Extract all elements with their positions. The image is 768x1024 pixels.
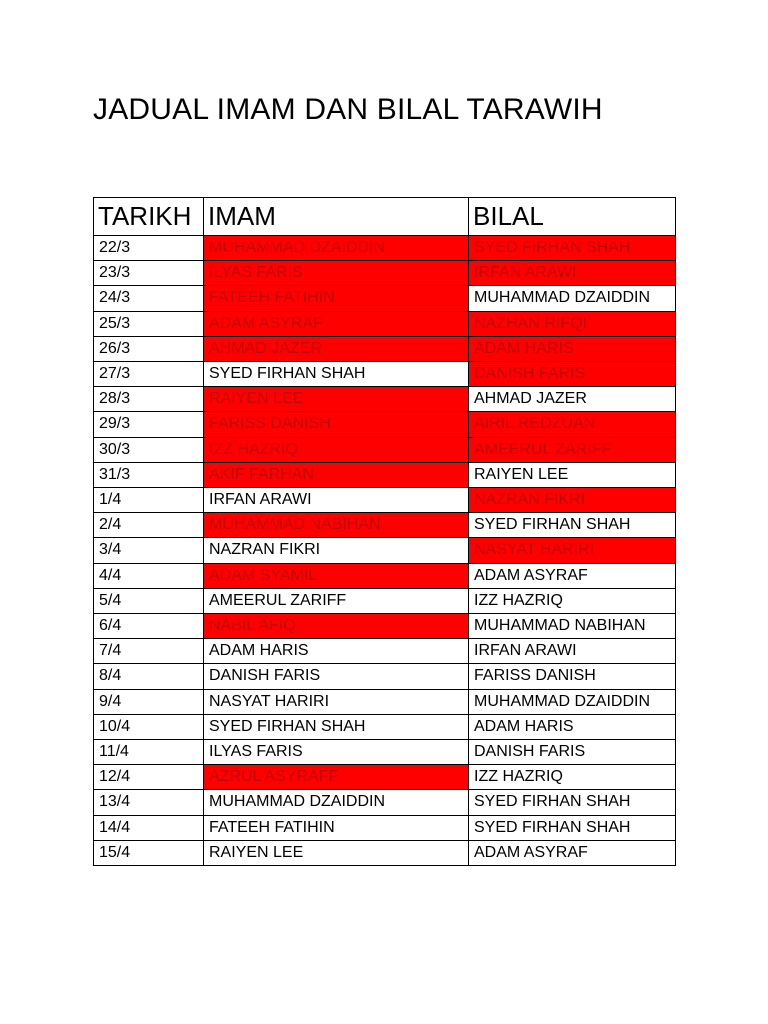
table-row (94, 387, 676, 412)
bilal-cell: AIRIL REDZUAN (469, 412, 676, 437)
bilal-cell: ADAM ASYRAF (469, 563, 676, 588)
imam-cell: NABIL AFIQ (204, 614, 469, 639)
table-row (94, 286, 676, 311)
table-row (94, 639, 676, 664)
imam-cell: MUHAMMAD DZAIDDIN (204, 790, 469, 815)
bilal-cell: MUHAMMAD NABIHAN (469, 614, 676, 639)
imam-cell: RAIYEN LEE (204, 387, 469, 412)
bilal-cell: DANISH FARIS (469, 362, 676, 387)
date-cell: 23/3 (94, 261, 204, 286)
table-row (94, 740, 676, 765)
header-row (94, 198, 676, 236)
date-cell: 29/3 (94, 412, 204, 437)
date-cell: 14/4 (94, 815, 204, 840)
table-header (94, 198, 676, 236)
table-row (94, 336, 676, 361)
bilal-cell: MUHAMMAD DZAIDDIN (469, 286, 676, 311)
header-bilal: BILAL (469, 198, 676, 236)
bilal-cell: IRFAN ARAWI (469, 639, 676, 664)
date-cell: 13/4 (94, 790, 204, 815)
imam-cell: ILYAS FARIS (204, 261, 469, 286)
date-cell: 28/3 (94, 387, 204, 412)
table-row (94, 714, 676, 739)
table-row (94, 488, 676, 513)
bilal-cell: DANISH FARIS (469, 740, 676, 765)
table-row (94, 840, 676, 865)
imam-cell: ADAM SYAMIL (204, 563, 469, 588)
date-cell: 5/4 (94, 588, 204, 613)
imam-cell: DANISH FARIS (204, 664, 469, 689)
bilal-cell: RAIYEN LEE (469, 462, 676, 487)
bilal-cell: AMEERUL ZARIFF (469, 437, 676, 462)
date-cell: 6/4 (94, 614, 204, 639)
date-cell: 2/4 (94, 513, 204, 538)
bilal-cell: ADAM HARIS (469, 714, 676, 739)
imam-cell: IZZ HAZRIQ (204, 437, 469, 462)
date-cell: 1/4 (94, 488, 204, 513)
imam-cell: FARISS DANISH (204, 412, 469, 437)
date-cell: 8/4 (94, 664, 204, 689)
table-row (94, 765, 676, 790)
table-row (94, 261, 676, 286)
bilal-cell: IZZ HAZRIQ (469, 588, 676, 613)
header-date: TARIKH (94, 198, 204, 236)
date-cell: 27/3 (94, 362, 204, 387)
page-title: JADUAL IMAM DAN BILAL TARAWIH (93, 93, 603, 126)
imam-cell: ADAM ASYRAF (204, 311, 469, 336)
schedule-table (93, 197, 676, 866)
date-cell: 12/4 (94, 765, 204, 790)
date-cell: 31/3 (94, 462, 204, 487)
table-row (94, 311, 676, 336)
bilal-cell: SYED FIRHAN SHAH (469, 815, 676, 840)
imam-cell: ILYAS FARIS (204, 740, 469, 765)
table-body (94, 236, 676, 866)
table-row (94, 236, 676, 261)
table-row (94, 513, 676, 538)
bilal-cell: NASYAT HARIRI (469, 538, 676, 563)
table-row (94, 362, 676, 387)
date-cell: 11/4 (94, 740, 204, 765)
imam-cell: SYED FIRHAN SHAH (204, 362, 469, 387)
date-cell: 30/3 (94, 437, 204, 462)
imam-cell: FATEEH FATIHIN (204, 286, 469, 311)
date-cell: 9/4 (94, 689, 204, 714)
table-row (94, 664, 676, 689)
table-row (94, 462, 676, 487)
table-row (94, 588, 676, 613)
imam-cell: MUHAMMAD DZAIDDIN (204, 236, 469, 261)
date-cell: 26/3 (94, 336, 204, 361)
imam-cell: FATEEH FATIHIN (204, 815, 469, 840)
bilal-cell: MUHAMMAD DZAIDDIN (469, 689, 676, 714)
bilal-cell: SYED FIRHAN SHAH (469, 236, 676, 261)
table-row (94, 815, 676, 840)
table-row (94, 538, 676, 563)
bilal-cell: FARISS DANISH (469, 664, 676, 689)
date-cell: 10/4 (94, 714, 204, 739)
bilal-cell: AHMAD JAZER (469, 387, 676, 412)
bilal-cell: SYED FIRHAN SHAH (469, 513, 676, 538)
table-row (94, 563, 676, 588)
imam-cell: RAIYEN LEE (204, 840, 469, 865)
date-cell: 22/3 (94, 236, 204, 261)
table-row (94, 437, 676, 462)
bilal-cell: IRFAN ARAWI (469, 261, 676, 286)
imam-cell: IRFAN ARAWI (204, 488, 469, 513)
header-imam: IMAM (204, 198, 469, 236)
date-cell: 3/4 (94, 538, 204, 563)
imam-cell: NASYAT HARIRI (204, 689, 469, 714)
imam-cell: SYED FIRHAN SHAH (204, 714, 469, 739)
table-row (94, 614, 676, 639)
bilal-cell: IZZ HAZRIQ (469, 765, 676, 790)
imam-cell: AZRUL ASYRAFF (204, 765, 469, 790)
bilal-cell: SYED FIRHAN SHAH (469, 790, 676, 815)
date-cell: 24/3 (94, 286, 204, 311)
imam-cell: AKIF FARHAN (204, 462, 469, 487)
imam-cell: AHMAD JAZER (204, 336, 469, 361)
imam-cell: NAZRAN FIKRI (204, 538, 469, 563)
bilal-cell: NAZRAN FIKRI (469, 488, 676, 513)
date-cell: 7/4 (94, 639, 204, 664)
bilal-cell: ADAM HARIS (469, 336, 676, 361)
date-cell: 15/4 (94, 840, 204, 865)
date-cell: 4/4 (94, 563, 204, 588)
bilal-cell: ADAM ASYRAF (469, 840, 676, 865)
table-row (94, 412, 676, 437)
table-row (94, 790, 676, 815)
imam-cell: ADAM HARIS (204, 639, 469, 664)
imam-cell: MUHAMMAD NABIHAN (204, 513, 469, 538)
bilal-cell: NAZHAN RIFQI (469, 311, 676, 336)
imam-cell: AMEERUL ZARIFF (204, 588, 469, 613)
table-row (94, 689, 676, 714)
date-cell: 25/3 (94, 311, 204, 336)
